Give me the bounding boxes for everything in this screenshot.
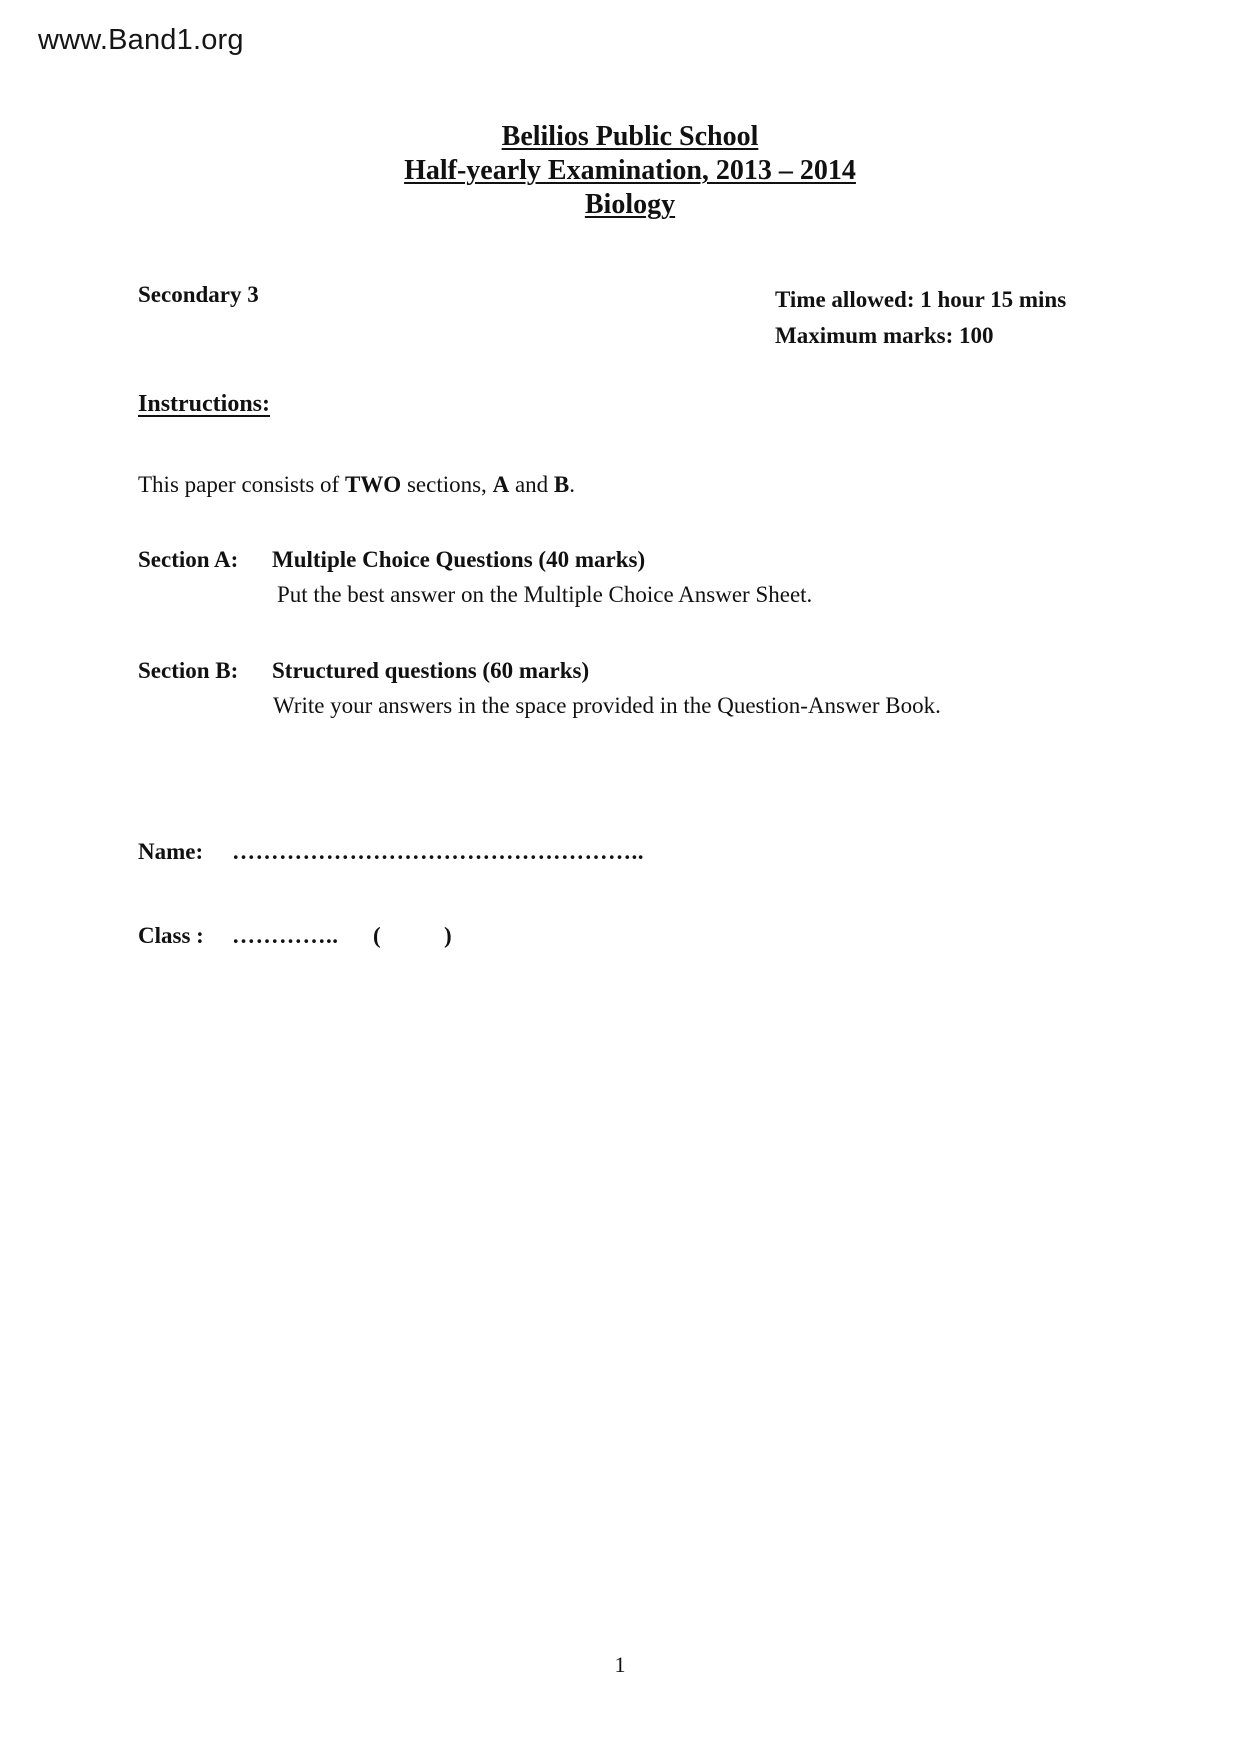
level-label: Secondary 3 bbox=[138, 282, 259, 307]
exam-title: Half-yearly Examination, 2013 – 2014 bbox=[404, 155, 856, 186]
class-field-label: Class : bbox=[138, 923, 204, 948]
section-a-label: Section A: bbox=[138, 547, 239, 572]
name-field-dotted-line: …………………………………………….. bbox=[232, 839, 644, 864]
school-name: Belilios Public School bbox=[501, 121, 759, 152]
section-b-description: Write your answers in the space provided in the Question-Answer Book. bbox=[273, 693, 941, 718]
intro-two: TWO bbox=[344, 472, 402, 497]
page-number: 1 bbox=[614, 1652, 626, 1677]
intro-text: . bbox=[569, 472, 575, 497]
section-a-title: Multiple Choice Questions (40 marks) bbox=[272, 547, 646, 572]
title-block bbox=[0, 120, 1240, 222]
intro-b: B bbox=[553, 472, 570, 497]
watermark-url: www.Band1.org bbox=[38, 24, 244, 56]
exam-meta bbox=[775, 282, 1066, 354]
intro-text: This paper consists of bbox=[138, 472, 345, 497]
section-a-description: Put the best answer on the Multiple Choice Answer Sheet. bbox=[277, 582, 813, 607]
section-b-label: Section B: bbox=[138, 658, 239, 683]
intro-text: sections, bbox=[401, 472, 493, 497]
name-field-label: Name: bbox=[138, 839, 204, 864]
paper-structure-sentence bbox=[138, 472, 575, 498]
class-number-paren-open: ( bbox=[373, 923, 381, 948]
intro-text: and bbox=[509, 472, 554, 497]
maximum-marks: Maximum marks: 100 bbox=[775, 323, 994, 348]
subject-title: Biology bbox=[584, 189, 676, 220]
section-b-title: Structured questions (60 marks) bbox=[272, 658, 590, 683]
instructions-heading: Instructions: bbox=[138, 391, 271, 417]
class-field-dotted-line: ………….. bbox=[232, 923, 339, 948]
intro-a: A bbox=[492, 472, 510, 497]
time-allowed: Time allowed: 1 hour 15 mins bbox=[775, 287, 1067, 312]
class-number-paren-close: ) bbox=[444, 923, 452, 948]
